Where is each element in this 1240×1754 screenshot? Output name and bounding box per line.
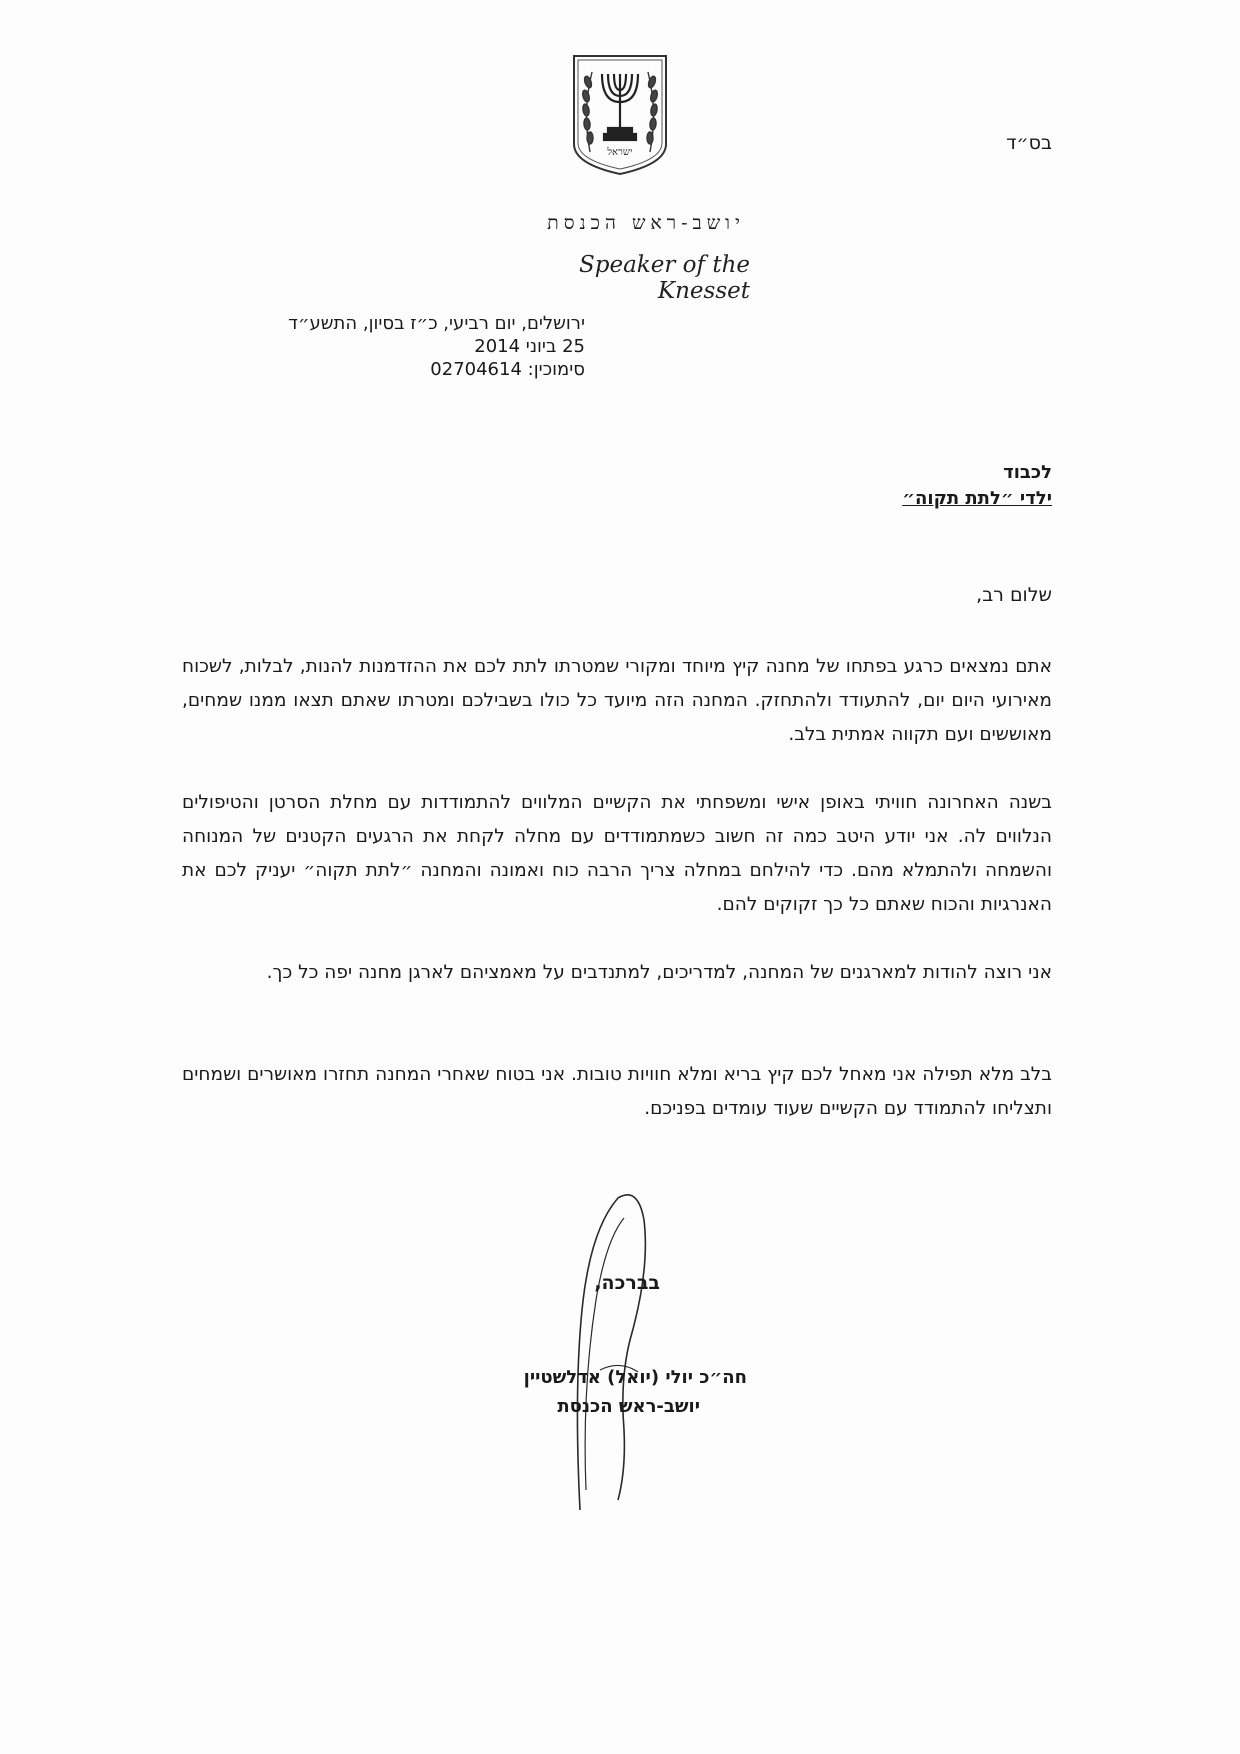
signatory-name: חה״כ יולי (יואל) אדלשטיין	[523, 1367, 747, 1388]
date-gregorian: 25 ביוני 2014	[474, 336, 585, 357]
body-paragraph: בשנה האחרונה חוויתי באופן אישי ומשפחתי את הקשיים המלווים להתמודדות עם מחלת הסרטן והטיפולים הנלווים לה. אני יודע היטב כמה זה חשוב כשמתמודדים עם מחלה לקחת את הרגעים הקטנים של המנוחה והשמחה ולהתמלא מהם. כדי להילחם במחלה צריך הרבה כוח ואמונה והמחנה ״לתת תקוה״ יעניק לכם את האנרגיות והכוח שאתם כל כך זקוקים להם.	[182, 792, 1052, 915]
date-hebrew: ירושלים, יום רביעי, כ״ז בסיון, התשע״ד	[288, 313, 585, 334]
bsd-mark: בס״ד	[1006, 132, 1052, 154]
body-paragraph: בלב מלא תפילה אני מאחל לכם קיץ בריא ומלא חוויות טובות. אני בטוח שאחרי המחנה תחזרו מאושרים ושמחים ותצליחו להתמודד עם הקשיים שעוד עומדים בפניכם.	[182, 1064, 1052, 1119]
svg-text:ישראל: ישראל	[607, 147, 633, 158]
addressee-salutation: לכבוד	[1003, 462, 1052, 483]
body-paragraph: אתם נמצאים כרגע בפתחו של מחנה קיץ מיוחד ומקורי שמטרתו לתת לכם את ההזדמנות להנות, לבלות, לשכוח מאירועי היום יום, להתעודד ולהתחזק. המחנה הזה מיועד כל כולו בשבילכם ומטרתו שאתם תצאו ממנו שמחים, מאוששים ועם תקווה אמתית בלב.	[182, 656, 1052, 745]
closing: בברכה,	[594, 1272, 660, 1294]
addressee	[902, 460, 1052, 512]
handwritten-signature	[560, 1190, 680, 1520]
signatory-title: יושב-ראש הכנסת	[557, 1396, 700, 1417]
office-title-hebrew: יושב-ראש הכנסת	[547, 212, 745, 234]
office-title-english: Speaker of the Knesset	[579, 252, 750, 304]
state-emblem-icon	[566, 52, 674, 176]
body-paragraph: אני רוצה להודות למארגנים של המחנה, למדריכים, למתנדבים על מאמציהם לארגן מחנה יפה כל כך.	[266, 962, 1052, 983]
greeting: שלום רב,	[976, 584, 1052, 606]
date-block	[288, 312, 585, 381]
reference-number: סימוכין: 02704614	[430, 359, 585, 380]
addressee-name: ילדי ״לתת תקוה״	[902, 488, 1052, 509]
